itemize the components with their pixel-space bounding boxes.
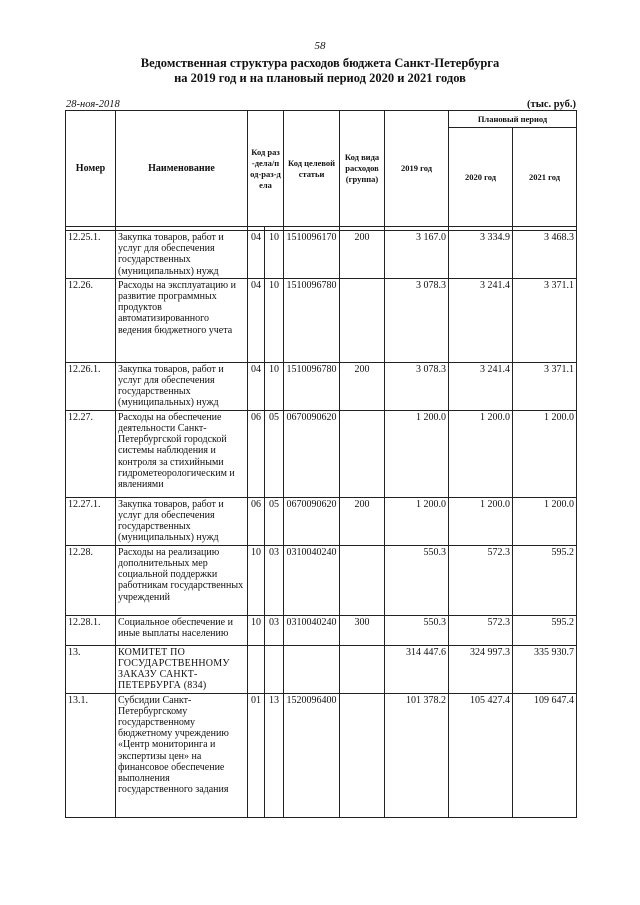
row-section: 06	[248, 410, 265, 497]
row-amount-2020: 1 200.0	[449, 410, 513, 497]
row-number: 13.1.	[66, 693, 116, 817]
row-subsection: 13	[265, 693, 284, 817]
row-amount-2020: 572.3	[449, 545, 513, 615]
row-amount-2019: 550.3	[385, 615, 449, 645]
row-amount-2019: 1 200.0	[385, 410, 449, 497]
row-expense-type: 300	[340, 615, 385, 645]
row-amount-2019: 3 078.3	[385, 278, 449, 362]
column-header-planned-period: Плановый период	[449, 111, 577, 128]
column-header-target-article: Код целевой статьи	[284, 111, 340, 227]
row-amount-2019: 101 378.2	[385, 693, 449, 817]
column-header-2020: 2020 год	[449, 128, 513, 227]
row-amount-2019: 3 167.0	[385, 231, 449, 279]
row-name: Расходы на обеспечение деятельности Санкт-Петербургской городской системы наблюдения и контроля за стихийными гидрометеорологическим и явлениями	[116, 410, 248, 497]
row-expense-type	[340, 693, 385, 817]
row-name: Закупка товаров, работ и услуг для обеспечения государственных (муниципальных) нужд	[116, 497, 248, 545]
row-amount-2020: 3 241.4	[449, 362, 513, 410]
row-section: 10	[248, 545, 265, 615]
row-amount-2021: 335 930.7	[513, 645, 577, 693]
column-header-expense-type: Код вида расходов (группа)	[340, 111, 385, 227]
row-section: 04	[248, 362, 265, 410]
row-name: Закупка товаров, работ и услуг для обеспечения государственных (муниципальных) нужд	[116, 362, 248, 410]
row-section	[248, 645, 265, 693]
row-expense-type	[340, 278, 385, 362]
column-header-name: Наименование	[116, 111, 248, 227]
row-target-article: 1510096780	[284, 278, 340, 362]
row-number: 12.26.	[66, 278, 116, 362]
row-target-article: 1510096780	[284, 362, 340, 410]
row-expense-type	[340, 410, 385, 497]
row-number: 12.25.1.	[66, 231, 116, 279]
column-header-2021: 2021 год	[513, 128, 577, 227]
row-amount-2021: 3 371.1	[513, 278, 577, 362]
row-amount-2019: 1 200.0	[385, 497, 449, 545]
row-amount-2020: 105 427.4	[449, 693, 513, 817]
row-amount-2021: 595.2	[513, 545, 577, 615]
units-label: (тыс. руб.)	[527, 99, 576, 110]
row-name: КОМИТЕТ ПО ГОСУДАРСТВЕННОМУ ЗАКАЗУ САНКТ-ПЕТЕРБУРГА (834)	[116, 645, 248, 693]
row-subsection: 05	[265, 497, 284, 545]
row-amount-2021: 1 200.0	[513, 410, 577, 497]
row-expense-type	[340, 645, 385, 693]
title-line-1: Ведомственная структура расходов бюджета Санкт-Петербурга	[140, 56, 500, 70]
row-number: 13.	[66, 645, 116, 693]
row-amount-2020: 3 334.9	[449, 231, 513, 279]
row-name: Закупка товаров, работ и услуг для обеспечения государственных (муниципальных) нужд	[116, 231, 248, 279]
row-number: 12.27.1.	[66, 497, 116, 545]
column-header-number: Номер	[66, 111, 116, 227]
row-subsection	[265, 645, 284, 693]
table-row	[66, 362, 577, 410]
table-row	[66, 231, 577, 279]
row-expense-type: 200	[340, 231, 385, 279]
row-target-article: 0670090620	[284, 497, 340, 545]
column-header-2019: 2019 год	[385, 111, 449, 227]
row-number: 12.28.	[66, 545, 116, 615]
budget-table	[65, 110, 577, 818]
row-amount-2019: 3 078.3	[385, 362, 449, 410]
table-row	[66, 497, 577, 545]
row-section: 04	[248, 278, 265, 362]
row-amount-2020: 572.3	[449, 615, 513, 645]
row-section: 06	[248, 497, 265, 545]
row-expense-type	[340, 545, 385, 615]
row-name: Расходы на реализацию дополнительных мер социальной поддержки работникам государственных учреждений	[116, 545, 248, 615]
document-title	[0, 56, 640, 86]
table-row	[66, 615, 577, 645]
row-amount-2020: 3 241.4	[449, 278, 513, 362]
row-subsection: 03	[265, 615, 284, 645]
row-target-article: 1510096170	[284, 231, 340, 279]
row-amount-2020: 1 200.0	[449, 497, 513, 545]
row-subsection: 10	[265, 231, 284, 279]
row-amount-2021: 3 371.1	[513, 362, 577, 410]
table-header-row	[66, 111, 577, 128]
row-subsection: 10	[265, 278, 284, 362]
row-section: 01	[248, 693, 265, 817]
row-amount-2019: 314 447.6	[385, 645, 449, 693]
table-row	[66, 693, 577, 817]
row-target-article: 1520096400	[284, 693, 340, 817]
row-section: 10	[248, 615, 265, 645]
table-row	[66, 545, 577, 615]
column-header-section: Код раз-дела/под-раз-дела	[248, 111, 284, 227]
row-target-article: 0310040240	[284, 545, 340, 615]
row-name: Субсидии Санкт-Петербургскому государственному бюджетному учреждению «Центр мониторинга и экспертизы цен» на финансовое обеспечение выполнения государственного задания	[116, 693, 248, 817]
row-subsection: 10	[265, 362, 284, 410]
row-number: 12.27.	[66, 410, 116, 497]
row-amount-2021: 595.2	[513, 615, 577, 645]
row-section: 04	[248, 231, 265, 279]
table-body	[66, 227, 577, 818]
row-target-article	[284, 645, 340, 693]
row-subsection: 03	[265, 545, 284, 615]
row-amount-2020: 324 997.3	[449, 645, 513, 693]
row-number: 12.26.1.	[66, 362, 116, 410]
row-target-article: 0310040240	[284, 615, 340, 645]
row-amount-2021: 3 468.3	[513, 231, 577, 279]
row-name: Социальное обеспечение и иные выплаты населению	[116, 615, 248, 645]
row-expense-type: 200	[340, 497, 385, 545]
table-row	[66, 410, 577, 497]
row-number: 12.28.1.	[66, 615, 116, 645]
row-amount-2021: 1 200.0	[513, 497, 577, 545]
table-row	[66, 278, 577, 362]
row-subsection: 05	[265, 410, 284, 497]
row-expense-type: 200	[340, 362, 385, 410]
title-line-2: на 2019 год и на плановый период 2020 и 2021 годов	[174, 71, 466, 85]
row-amount-2019: 550.3	[385, 545, 449, 615]
row-amount-2021: 109 647.4	[513, 693, 577, 817]
page-number: 58	[314, 40, 326, 52]
document-date: 28-ноя-2018	[66, 99, 120, 110]
row-target-article: 0670090620	[284, 410, 340, 497]
row-name: Расходы на эксплуатацию и развитие программных продуктов автоматизированного ведения бюджетного учета	[116, 278, 248, 362]
table-row	[66, 645, 577, 693]
